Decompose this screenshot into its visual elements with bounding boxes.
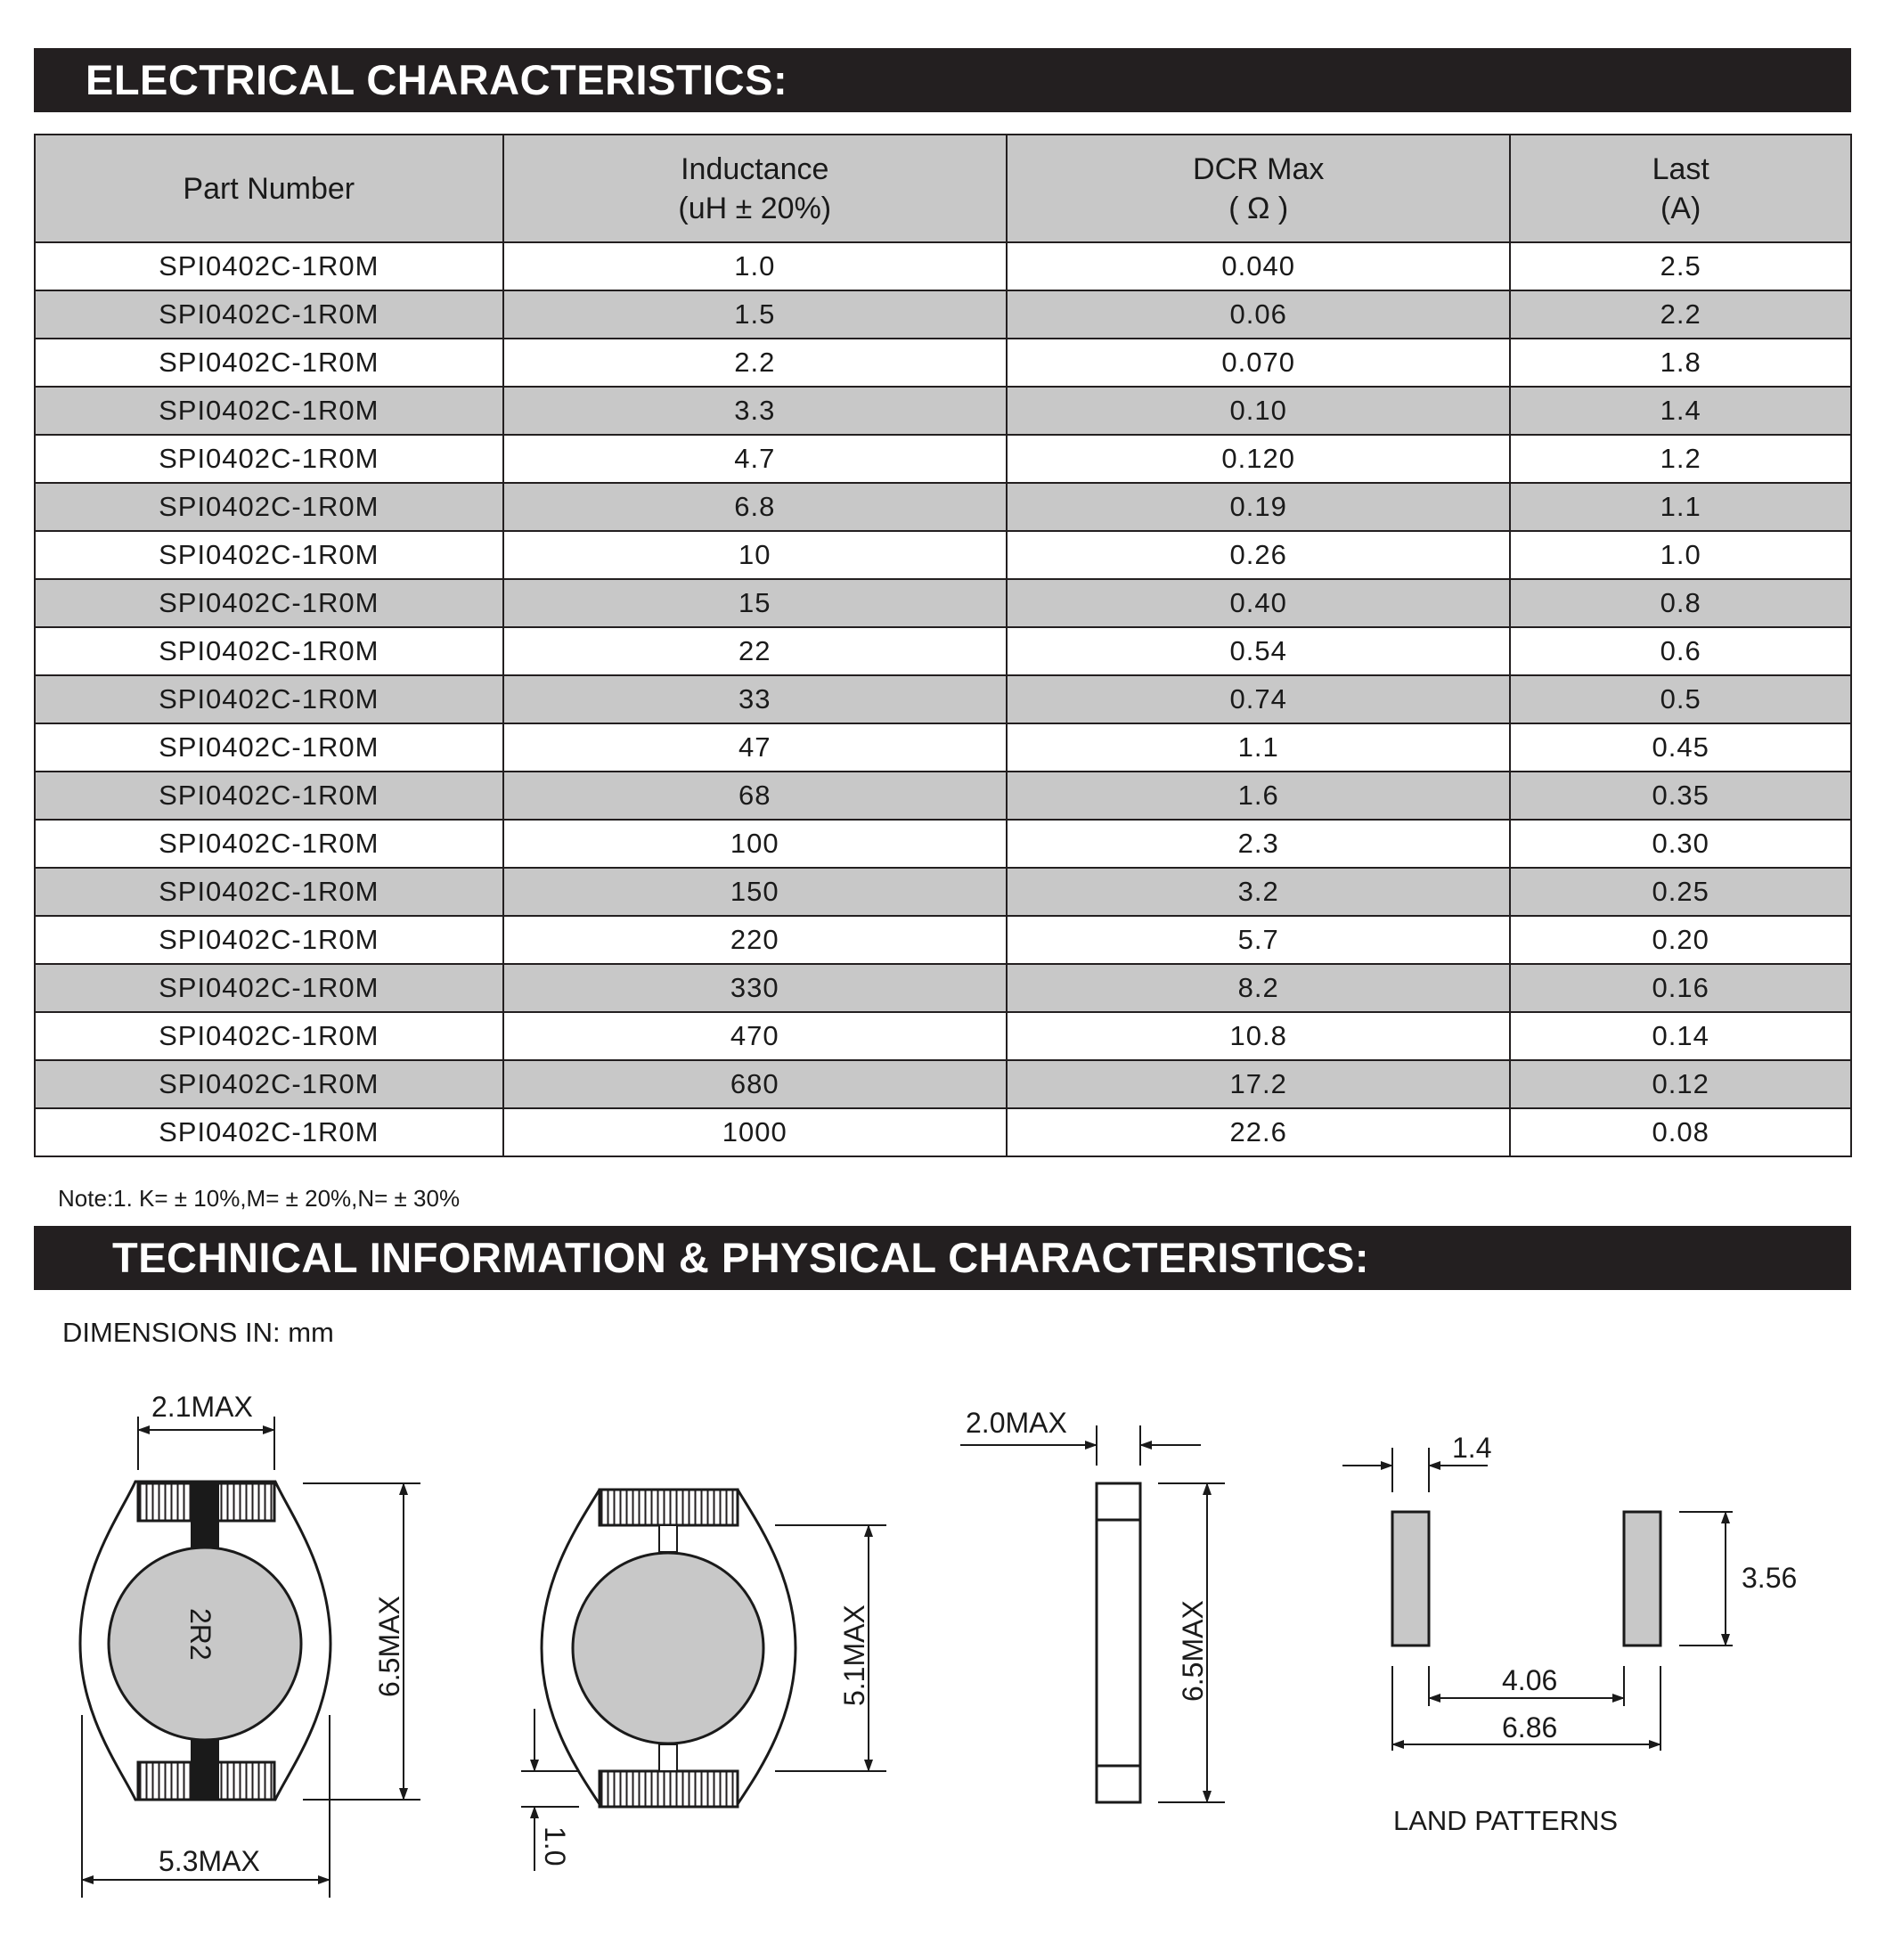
cell-last: 0.14 xyxy=(1510,1012,1851,1060)
land-inner-gap-label: 4.06 xyxy=(1502,1664,1558,1696)
top-view-base-label: 5.3MAX xyxy=(159,1845,260,1877)
bottom-view-bottom-terminal xyxy=(600,1771,738,1807)
cell-inductance: 1.5 xyxy=(503,290,1007,339)
cell-inductance: 150 xyxy=(503,868,1007,916)
top-view-width-label: 2.1MAX xyxy=(151,1391,253,1423)
cell-dcr-max: 0.070 xyxy=(1007,339,1510,387)
side-view-height-label: 6.5MAX xyxy=(1177,1600,1209,1702)
cell-dcr-max: 0.06 xyxy=(1007,290,1510,339)
cell-inductance: 680 xyxy=(503,1060,1007,1108)
top-view-height-label: 6.5MAX xyxy=(373,1596,405,1697)
land-pad-length-label: 3.56 xyxy=(1742,1562,1798,1594)
land-patterns-drawing xyxy=(1342,1448,1733,1751)
header-part-number: Part Number xyxy=(35,135,503,242)
cell-inductance: 47 xyxy=(503,723,1007,772)
cell-part-number: SPI0402C-1R0M xyxy=(35,1012,503,1060)
header-inductance: Inductance (uH ± 20%) xyxy=(503,135,1007,242)
cell-dcr-max: 5.7 xyxy=(1007,916,1510,964)
bottom-view-drawing xyxy=(521,1490,886,1871)
cell-last: 0.12 xyxy=(1510,1060,1851,1108)
cell-last: 2.5 xyxy=(1510,242,1851,290)
bottom-view-core-circle xyxy=(573,1553,763,1744)
cell-dcr-max: 10.8 xyxy=(1007,1012,1510,1060)
cell-inductance: 2.2 xyxy=(503,339,1007,387)
cell-part-number: SPI0402C-1R0M xyxy=(35,579,503,627)
cell-part-number: SPI0402C-1R0M xyxy=(35,387,503,435)
cell-last: 1.4 xyxy=(1510,387,1851,435)
cell-dcr-max: 0.74 xyxy=(1007,675,1510,723)
land-patterns-label: LAND PATTERNS xyxy=(1393,1805,1619,1836)
cell-part-number: SPI0402C-1R0M xyxy=(35,435,503,483)
bottom-view-top-terminal xyxy=(600,1490,738,1525)
land-pad-width-label: 1.4 xyxy=(1452,1432,1492,1464)
cell-part-number: SPI0402C-1R0M xyxy=(35,627,503,675)
cell-inductance: 1.0 xyxy=(503,242,1007,290)
cell-last: 1.0 xyxy=(1510,531,1851,579)
cell-inductance: 22 xyxy=(503,627,1007,675)
cell-part-number: SPI0402C-1R0M xyxy=(35,531,503,579)
cell-inductance: 330 xyxy=(503,964,1007,1012)
header-dcr-max: DCR Max ( Ω ) xyxy=(1007,135,1510,242)
cell-inductance: 33 xyxy=(503,675,1007,723)
side-view-body xyxy=(1097,1483,1140,1802)
bottom-view-terminal-label: 1.0 xyxy=(539,1826,571,1866)
cell-inductance: 15 xyxy=(503,579,1007,627)
cell-last: 1.8 xyxy=(1510,339,1851,387)
cell-part-number: SPI0402C-1R0M xyxy=(35,964,503,1012)
cell-part-number: SPI0402C-1R0M xyxy=(35,290,503,339)
top-view-drawing xyxy=(80,1417,420,1898)
cell-dcr-max: 0.26 xyxy=(1007,531,1510,579)
cell-last: 0.20 xyxy=(1510,916,1851,964)
cell-part-number: SPI0402C-1R0M xyxy=(35,820,503,868)
cell-inductance: 470 xyxy=(503,1012,1007,1060)
cell-part-number: SPI0402C-1R0M xyxy=(35,868,503,916)
cell-last: 0.6 xyxy=(1510,627,1851,675)
cell-part-number: SPI0402C-1R0M xyxy=(35,916,503,964)
cell-part-number: SPI0402C-1R0M xyxy=(35,483,503,531)
cell-last: 0.35 xyxy=(1510,772,1851,820)
top-view-marking: 2R2 xyxy=(184,1608,216,1661)
cell-dcr-max: 1.1 xyxy=(1007,723,1510,772)
cell-last: 0.30 xyxy=(1510,820,1851,868)
cell-dcr-max: 8.2 xyxy=(1007,964,1510,1012)
cell-dcr-max: 1.6 xyxy=(1007,772,1510,820)
cell-dcr-max: 0.10 xyxy=(1007,387,1510,435)
cell-dcr-max: 0.040 xyxy=(1007,242,1510,290)
cell-dcr-max: 3.2 xyxy=(1007,868,1510,916)
land-pad-right xyxy=(1624,1512,1660,1646)
cell-dcr-max: 0.19 xyxy=(1007,483,1510,531)
cell-last: 0.8 xyxy=(1510,579,1851,627)
dimensions-unit-label: DIMENSIONS IN: mm xyxy=(62,1317,334,1348)
electrical-characteristics-title: ELECTRICAL CHARACTERISTICS: xyxy=(34,48,1851,112)
tolerance-note: Note:1. K= ± 10%,M= ± 20%,N= ± 30% xyxy=(58,1185,461,1212)
bottom-view-height-label: 5.1MAX xyxy=(838,1605,870,1706)
cell-part-number: SPI0402C-1R0M xyxy=(35,675,503,723)
technical-information-title: TECHNICAL INFORMATION & PHYSICAL CHARACTERISTICS: xyxy=(34,1226,1851,1290)
cell-dcr-max: 17.2 xyxy=(1007,1060,1510,1108)
land-outer-span-label: 6.86 xyxy=(1502,1711,1558,1744)
cell-part-number: SPI0402C-1R0M xyxy=(35,723,503,772)
cell-dcr-max: 2.3 xyxy=(1007,820,1510,868)
cell-dcr-max: 22.6 xyxy=(1007,1108,1510,1156)
cell-part-number: SPI0402C-1R0M xyxy=(35,1108,503,1156)
cell-last: 0.45 xyxy=(1510,723,1851,772)
cell-inductance: 220 xyxy=(503,916,1007,964)
cell-inductance: 1000 xyxy=(503,1108,1007,1156)
cell-part-number: SPI0402C-1R0M xyxy=(35,772,503,820)
cell-part-number: SPI0402C-1R0M xyxy=(35,242,503,290)
cell-last: 2.2 xyxy=(1510,290,1851,339)
cell-dcr-max: 0.40 xyxy=(1007,579,1510,627)
side-view-thickness-label: 2.0MAX xyxy=(966,1407,1067,1439)
cell-inductance: 68 xyxy=(503,772,1007,820)
cell-dcr-max: 0.54 xyxy=(1007,627,1510,675)
cell-last: 0.16 xyxy=(1510,964,1851,1012)
cell-inductance: 4.7 xyxy=(503,435,1007,483)
cell-last: 0.25 xyxy=(1510,868,1851,916)
cell-inductance: 3.3 xyxy=(503,387,1007,435)
cell-inductance: 100 xyxy=(503,820,1007,868)
cell-inductance: 10 xyxy=(503,531,1007,579)
land-pad-left xyxy=(1392,1512,1429,1646)
cell-last: 1.2 xyxy=(1510,435,1851,483)
cell-part-number: SPI0402C-1R0M xyxy=(35,1060,503,1108)
cell-inductance: 6.8 xyxy=(503,483,1007,531)
cell-last: 0.08 xyxy=(1510,1108,1851,1156)
cell-last: 1.1 xyxy=(1510,483,1851,531)
cell-last: 0.5 xyxy=(1510,675,1851,723)
cell-part-number: SPI0402C-1R0M xyxy=(35,339,503,387)
cell-dcr-max: 0.120 xyxy=(1007,435,1510,483)
header-last: Last (A) xyxy=(1510,135,1851,242)
